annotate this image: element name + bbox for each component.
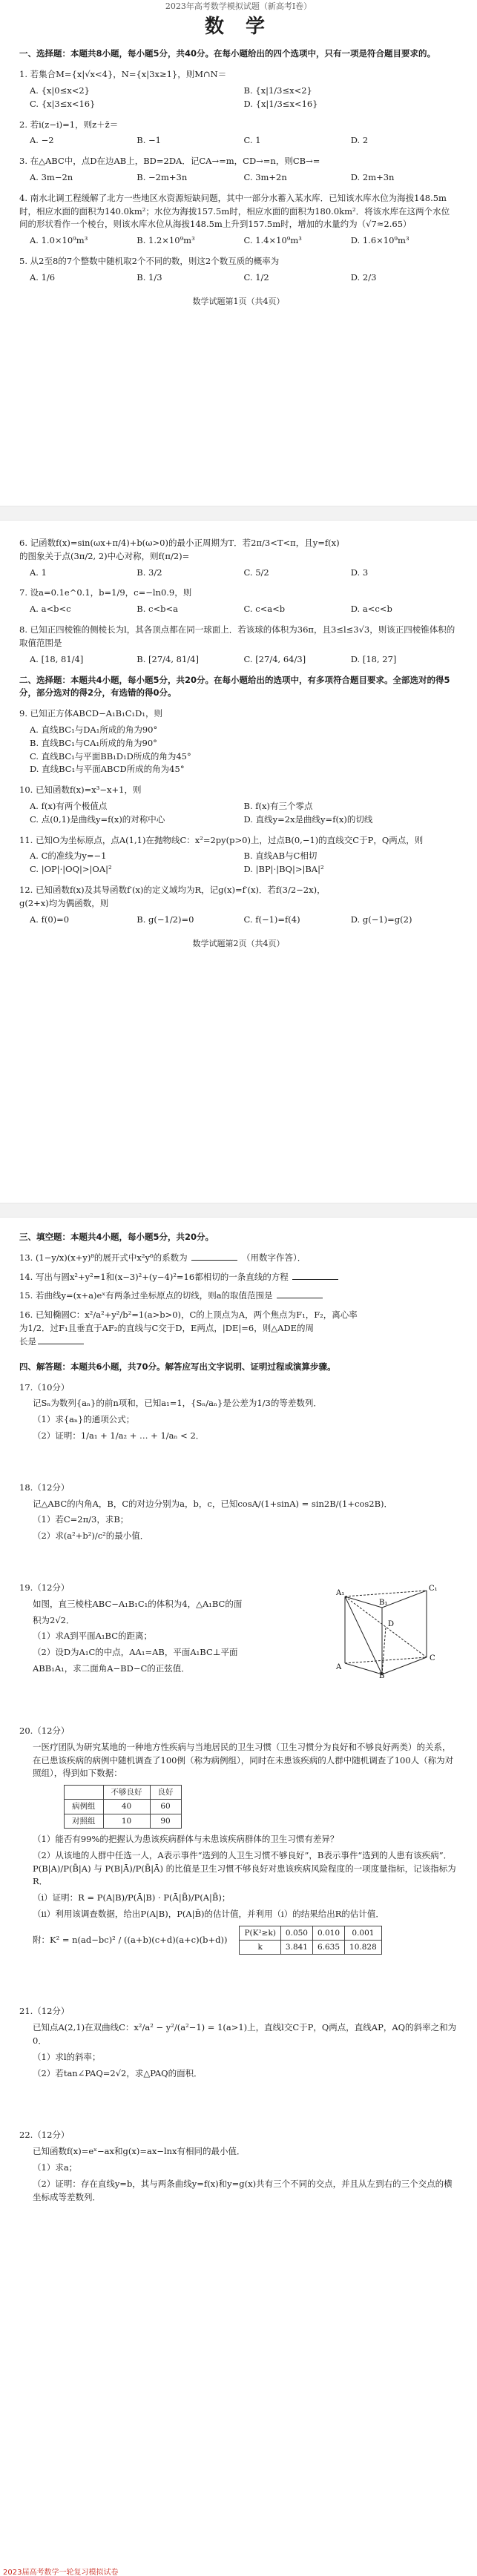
q9-option-c: C. 直线BC₁与平面BB₁D₁D所成的角为45°	[30, 750, 191, 762]
q12-option-b: B. g(−1/2)=0	[136, 914, 194, 925]
q1-option-a: A. {x|0≤x<2}	[30, 85, 90, 96]
q4-option-b: B. 1.2×10⁹m³	[136, 235, 195, 246]
section-2-heading: 二、选择题：本题共4小题，每小题5分，共20分。在每小题给出的选项中，有多项符合题目要求。全部选对的得5分，部分选对的得2分，有选错的得0分。	[19, 674, 450, 699]
label-a1: A₁	[336, 1589, 345, 1597]
q4-option-d: D. 1.6×10⁹m³	[350, 235, 409, 246]
question-19-part-2-line-1: （2）设D为A₁C的中点，AA₁=AB，平面A₁BC⊥平面	[33, 1647, 238, 1658]
question-12-line-2: g(2+x)均为偶函数，则	[19, 897, 109, 908]
page-separator-1	[0, 506, 477, 521]
question-20-stem: 一医疗团队为研究某地的一种地方性疾病与当地居民的卫生习惯（卫生习惯分为良好和不够良好两类）的关系，在已患该疾病的病例中随机调查了100例（称为病例组），同时在未患该疾病的人群中随机调查了100人（称为对照组），得到如下数据：	[33, 1741, 454, 1779]
question-14	[19, 1271, 458, 1284]
question-6-line-2: 的图象关于点(3π/2, 2)中心对称，则f(π/2)=	[19, 550, 190, 561]
q8-option-a: A. [18, 81/4]	[30, 653, 84, 664]
question-14-stem: 14. 写出与圆x²+y²=1和(x−3)²+(y−4)²=16都相切的一条直线的方程	[19, 1271, 289, 1282]
q5-option-d: D. 2/3	[350, 271, 377, 283]
question-5: 5. 从2至8的7个整数中随机取2个不同的数，则这2个数互质的概率为	[19, 256, 280, 267]
q2-option-b: B. −1	[136, 135, 161, 146]
q1-option-b: B. {x|1/3≤x<2}	[243, 85, 312, 96]
question-21-part-1: （1）求l的斜率；	[33, 2051, 101, 2062]
question-2-options	[30, 134, 458, 148]
question-15-answer-blank[interactable]	[277, 1290, 323, 1298]
question-22-stem: 已知函数f(x)=eˣ−ax和g(x)=ax−lnx有相同的最小值．	[33, 2146, 246, 2157]
q4-option-c: C. 1.4×10⁹m³	[243, 235, 302, 246]
q10-option-d: D. 直线y=2x是曲线y=f(x)的切线	[243, 813, 373, 825]
question-20-head: 20.（12分）	[19, 1725, 70, 1736]
exam-sheet-3	[0, 1218, 477, 2566]
q1-option-c: C. {x|3≤x<16}	[30, 98, 96, 109]
question-20-appendix	[33, 1926, 458, 1955]
question-13	[19, 1252, 458, 1265]
q6-option-d: D. 3	[350, 567, 369, 578]
page-1-footer: 数学试题第1页（共4页）	[192, 296, 285, 306]
question-19	[19, 1582, 458, 1676]
table-header-empty	[65, 1786, 104, 1800]
q8-option-d: D. [18, 27]	[350, 653, 397, 664]
question-9: 9. 已知正方体ABCD−A₁B₁C₁D₁，则	[19, 708, 162, 719]
question-13-stem: 13. (1−y/x)(x+y)⁸的展开式中x²y⁶的系数为	[19, 1252, 188, 1263]
q7-option-d: D. a<c<b	[350, 604, 392, 615]
q3-option-d: D. 2m+3n	[350, 171, 395, 182]
q4-option-a: A. 1.0×10⁹m³	[30, 235, 88, 246]
q2-option-c: C. 1	[243, 135, 261, 146]
k-square-formula: 附：K² = n(ad−bc)² / ((a+b)(c+d)(a+c)(b+d))	[33, 1934, 228, 1945]
bottom-banner: 2023届高考数学一轮复习模拟试卷	[3, 2569, 119, 2576]
table-row: 对照组 10 90	[65, 1814, 182, 1828]
question-8-options	[30, 653, 458, 667]
question-12-line-1: 12. 已知函数f(x)及其导函数f′(x)的定义域均为R，记g(x)=f′(x)．若f(3/2−2x)，	[19, 885, 326, 896]
question-3: 3. 在△ABC中，点D在边AB上，BD=2DA．记CA→=m，CD→=n，则CB→=	[19, 156, 320, 167]
q9-option-d: D. 直线BC₁与平面ABCD所成的角为45°	[30, 764, 185, 775]
question-16-answer-blank[interactable]	[38, 1336, 84, 1344]
q10-option-c: C. 点(0,1)是曲线y=f(x)的对称中心	[30, 813, 165, 825]
exam-sheet-2	[0, 521, 477, 1203]
question-10-options	[30, 800, 458, 827]
table-header-not-good: 不够良好	[103, 1786, 150, 1800]
question-7-options	[30, 603, 458, 616]
question-17-head: 17.（10分）	[19, 1381, 70, 1393]
question-21-head: 21.（12分）	[19, 2006, 70, 2017]
label-d: D	[388, 1620, 395, 1628]
q1-option-d: D. {x|1/3≤x<16}	[243, 98, 318, 109]
section-4-heading: 四、解答题：本题共6小题，共70分。解答应写出文字说明、证明过程或演算步骤。	[19, 1361, 336, 1372]
q3-option-c: C. 3m+2n	[243, 171, 287, 182]
question-16	[19, 1309, 458, 1348]
question-1: 1. 若集合M={x|√x<4}，N={x|3x≥1}，则M∩N＝	[19, 69, 227, 80]
section-3-heading: 三、填空题：本题共4小题，每小题5分，共20分。	[19, 1232, 214, 1242]
question-16-line-2: 为1/2．过F₁且垂直于AF₂的直线与C交于D，E两点，|DE|=6，则△ADE的周	[19, 1323, 314, 1334]
question-18-part-2: （2）求(a²+b²)/c²的最小值．	[33, 1530, 149, 1542]
question-21-stem: 已知点A(2,1)在双曲线C：x²/a² − y²/(a²−1) = 1(a>1)上，直线l交C于P，Q两点，直线AP，AQ的斜率之和为0．	[33, 2022, 457, 2046]
k-square-table	[239, 1926, 381, 1955]
question-9-options	[30, 724, 458, 776]
question-1-options	[30, 85, 458, 111]
exam-main-title: 数 学	[204, 16, 273, 38]
question-19-part-1: （1）求A到平面A₁BC的距离；	[33, 1631, 152, 1642]
q8-option-b: B. [27/4, 81/4]	[136, 653, 199, 664]
q10-option-b: B. f(x)有三个零点	[243, 801, 313, 811]
question-11: 11. 已知O为坐标原点，点A(1,1)在抛物线C：x²=2py(p>0)上，过点B(0,−1)的直线交C于P，Q两点，则	[19, 834, 424, 845]
question-11-options	[30, 850, 458, 876]
q2-option-a: A. −2	[30, 135, 54, 146]
q5-option-a: A. 1/6	[30, 271, 56, 283]
question-20-part-2-ii: （ii）利用该调查数据，给出P(A|B)，P(A|B̄)的估计值，并利用（i）的结果给出R的估计值．	[33, 1908, 384, 1919]
label-c1: C₁	[429, 1585, 438, 1593]
question-18-part-1: （1）若C=2π/3，求B；	[33, 1514, 129, 1525]
question-15-stem: 15. 若曲线y=(x+a)eˣ有两条过坐标原点的切线，则a的取值范围是	[19, 1290, 273, 1301]
q12-option-d: D. g(−1)=g(2)	[350, 914, 412, 925]
question-4-options	[30, 234, 458, 248]
question-21-part-2: （2）若tan∠PAQ=2√2，求△PAQ的面积．	[33, 2067, 203, 2078]
q12-option-c: C. f(−1)=f(4)	[243, 914, 300, 925]
page-separator-2	[0, 1203, 477, 1218]
question-22-part-1: （1）求a；	[33, 2162, 78, 2173]
q8-option-c: C. [27/4, 64/3]	[243, 653, 306, 664]
question-13-answer-blank[interactable]	[191, 1252, 237, 1261]
question-4: 4. 南水北调工程缓解了北方一些地区水资源短缺问题，其中一部分水蓄入某水库．已知该水库水位为海拔148.5m时，相应水面的面积为140.0km²；水位为海拔157.5m时，相应水面的面积为180.0km²．将该水库在这两个水位间的形状看作一个棱台，则该水库水位从海拔148.5m上升到157.5m时，增加的水量约为（√7≈2.65）	[19, 192, 450, 230]
q6-option-b: B. 3/2	[136, 567, 162, 578]
question-17-part-1: （1）求{aₙ}的通项公式；	[33, 1414, 135, 1425]
q11-option-c: C. |OP|·|OQ|>|OA|²	[30, 864, 112, 875]
q3-option-b: B. −2m+3n	[136, 171, 188, 182]
question-3-options	[30, 171, 458, 185]
table-row: 病例组 40 60	[65, 1800, 182, 1814]
q2-option-d: D. 2	[350, 135, 369, 146]
question-12	[19, 884, 458, 911]
q10-option-a: A. f(x)有两个极值点	[30, 801, 108, 811]
question-5-options	[30, 271, 458, 285]
question-15	[19, 1289, 458, 1303]
question-22-part-2: （2）证明：存在直线y=b，其与两条曲线y=f(x)和y=g(x)共有三个不同的交点，并且从左到右的三个交点的横坐标成等差数列．	[33, 2178, 453, 2202]
question-8: 8. 已知正四棱锥的侧棱长为l，其各顶点都在同一球面上．若该球的体积为36π，且3≤l≤3√3，则该正四棱锥体积的取值范围是	[19, 624, 455, 648]
question-2: 2. 若i(z−i)=1，则z＋z̄＝	[19, 119, 119, 130]
q5-option-b: B. 1/3	[136, 271, 162, 283]
table-header-good: 良好	[150, 1786, 181, 1800]
question-17-part-2: （2）证明：1/a₁ + 1/a₂ + … + 1/aₙ < 2．	[33, 1430, 205, 1441]
question-19-part-2-line-2: ABB₁A₁，求二面角A−BD−C的正弦值．	[33, 1663, 190, 1674]
label-b1: B₁	[379, 1599, 388, 1607]
question-19-stem-line-1: 如图，直三棱柱ABC−A₁B₁C₁的体积为4，△A₁BC的面	[33, 1598, 243, 1609]
q6-option-a: A. 1	[30, 567, 47, 578]
q3-option-a: A. 3m−2n	[30, 171, 73, 182]
q12-option-a: A. f(0)=0	[30, 914, 70, 925]
question-20-part-2: （2）从该地的人群中任选一人，A表示事件“选到的人卫生习惯不够良好”，B表示事件“选到的人患有该疾病”．P(B|A)/P(B̄|A) 与 P(B|Ā)/P(B̄|Ā) 的比值是卫生习惯不够良好对患该疾病风险程度的一项度量指标，记该指标为R．	[33, 1849, 456, 1887]
question-18-head: 18.（12分）	[19, 1482, 70, 1493]
question-20-part-1: （1）能否有99%的把握认为患该疾病群体与未患该疾病群体的卫生习惯有差异？	[33, 1833, 339, 1844]
question-20-part-2-i: （i）证明：R = P(A|B)/P(Ā|B) · P(Ā|B̄)/P(A|B̄)；	[33, 1892, 231, 1903]
section-1-heading: 一、选择题：本题共8小题，每小题5分，共40分。在每小题给出的四个选项中，只有一项是符合题目要求的。	[19, 48, 436, 59]
question-16-line-3: 长是	[19, 1335, 36, 1347]
question-13-note: （用数字作答）．	[241, 1252, 306, 1263]
table-row: P(K²≥k) 0.050 0.010 0.001	[240, 1926, 381, 1940]
question-10: 10. 已知函数f(x)=x³−x+1，则	[19, 785, 142, 796]
q6-option-c: C. 5/2	[243, 567, 269, 578]
q9-option-b: B. 直线BC₁与CA₁所成的角为90°	[30, 737, 157, 748]
question-18-stem: 记△ABC的内角A，B，C的对边分别为a，b，c，已知cosA/(1+sinA) = sin2B/(1+cos2B)．	[33, 1498, 393, 1509]
question-16-line-1: 16. 已知椭圆C：x²/a²+y²/b²=1(a>b>0)，C的上顶点为A，两个焦点为F₁，F₂，离心率	[19, 1310, 358, 1321]
question-12-options	[30, 914, 458, 927]
question-6-line-1: 6. 记函数f(x)=sin(ωx+π/4)+b(ω>0)的最小正周期为T．若2π/3<T<π，且y=f(x)	[19, 538, 340, 548]
label-c: C	[430, 1654, 435, 1662]
question-22-head: 22.（12分）	[19, 2130, 70, 2141]
q7-option-c: C. c<a<b	[243, 604, 286, 615]
question-7: 7. 设a=0.1e^0.1，b=1/9，c=−ln0.9，则	[19, 587, 192, 598]
q11-option-a: A. C的准线为y=−1	[30, 851, 107, 862]
label-a: A	[336, 1663, 342, 1671]
exam-sheet-1	[0, 0, 477, 506]
question-6-options	[30, 567, 458, 580]
q11-option-b: B. 直线AB与C相切	[243, 851, 318, 862]
page-2-footer: 数学试题第2页（共4页）	[192, 938, 285, 948]
q7-option-a: A. a<b<c	[30, 604, 71, 615]
question-19-stem-line-2: 积为2√2．	[33, 1614, 75, 1625]
q5-option-c: C. 1/2	[243, 271, 269, 283]
q9-option-a: A. 直线BC₁与DA₁所成的角为90°	[30, 724, 158, 735]
label-b: B	[379, 1672, 385, 1678]
exam-top-title: 2023年高考数学模拟试题（新高考I卷）	[165, 1, 312, 10]
question-19-head: 19.（12分）	[19, 1582, 70, 1593]
question-14-answer-blank[interactable]	[292, 1272, 338, 1280]
table-row: k 3.841 6.635 10.828	[240, 1941, 381, 1955]
q11-option-d: D. |BP|·|BQ|>|BA|²	[243, 864, 324, 875]
q7-option-b: B. c<b<a	[136, 604, 178, 615]
question-6	[19, 537, 458, 564]
question-17-stem: 记Sₙ为数列{aₙ}的前n项和，已知a₁=1，{Sₙ/aₙ}是公差为1/3的等差数列．	[33, 1398, 322, 1409]
question-20-data-table	[64, 1785, 182, 1829]
prism-figure	[330, 1582, 441, 1678]
